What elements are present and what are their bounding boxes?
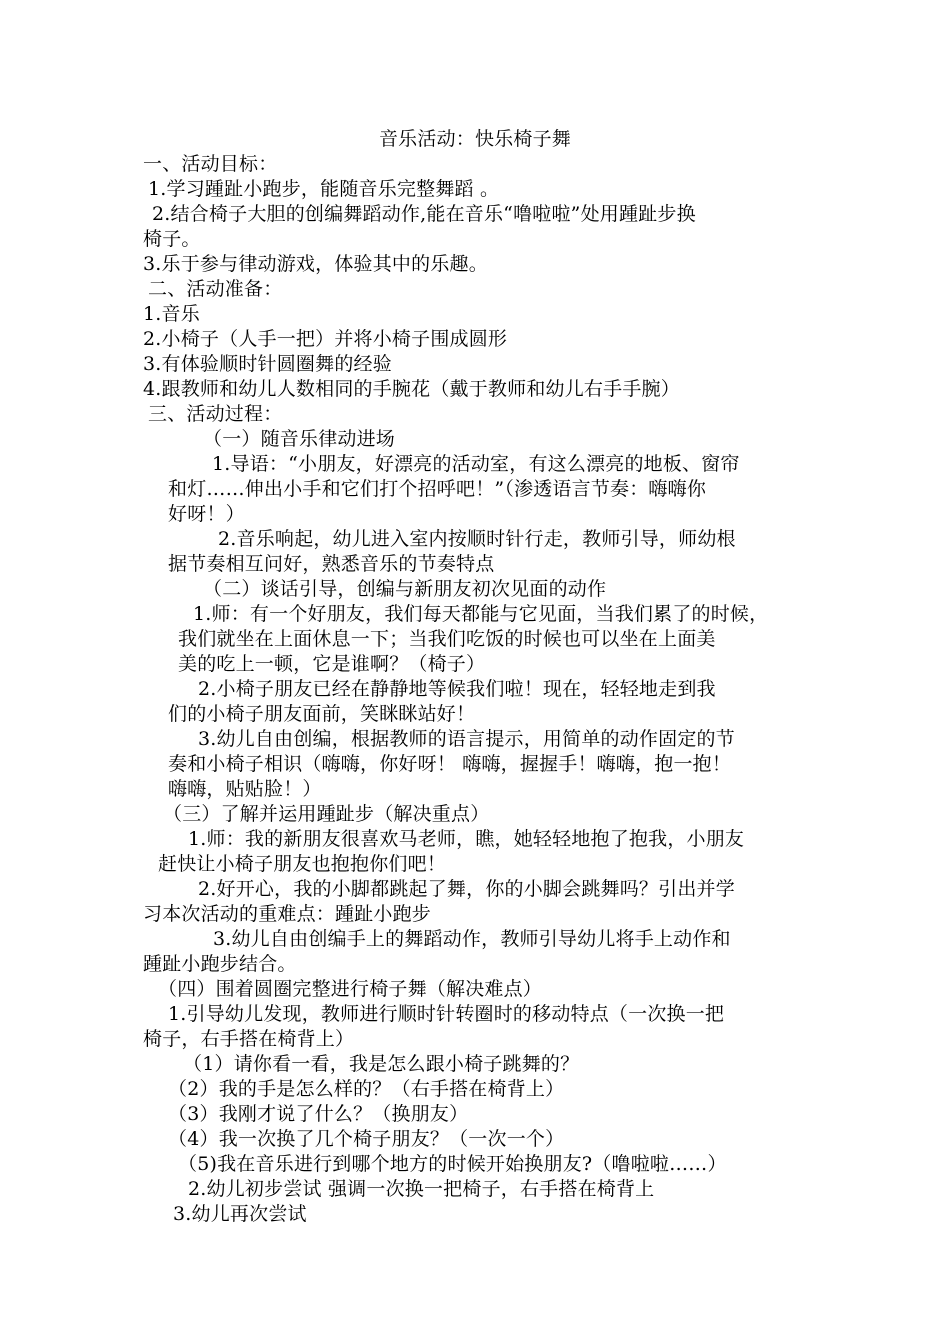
text-line: （3）我刚才说了什么？（换朋友） <box>168 1103 469 1125</box>
text-line: 习本次活动的重难点：踵趾小跑步 <box>143 903 432 925</box>
subsection-heading: （二）谈话引导，创编与新朋友初次见面的动作 <box>203 578 607 600</box>
text-line: 1.导语：“小朋友，好漂亮的活动室，有这么漂亮的地板、窗帘 <box>212 453 740 475</box>
section-heading-process: 三、活动过程： <box>148 403 283 425</box>
text-line: 4.跟教师和幼儿人数相同的手腕花（戴于教师和幼儿右手手腕） <box>143 378 680 400</box>
text-line: （4）我一次换了几个椅子朋友？（一次一个） <box>168 1128 565 1150</box>
text-line: （1）请你看一看，我是怎么跟小椅子跳舞的？ <box>183 1053 580 1075</box>
text-line: 1.师：有一个好朋友，我们每天都能与它见面，当我们累了的时候， <box>193 603 769 625</box>
text-line: 2.幼儿初步尝试 强调一次换一把椅子，右手搭在椅背上 <box>188 1178 655 1200</box>
text-line: 美的吃上一顿，它是谁啊？（椅子） <box>178 653 486 675</box>
text-line: 奏和小椅子相识（嗨嗨，你好呀！ 嗨嗨，握握手！嗨嗨，抱一抱！ <box>168 753 732 775</box>
subsection-heading: （三）了解并运用踵趾步（解决重点） <box>163 803 490 825</box>
subsection-heading: （四）围着圆圈完整进行椅子舞（解决难点） <box>158 978 543 1000</box>
text-line: 2.小椅子（人手一把）并将小椅子围成圆形 <box>143 328 508 350</box>
text-line: 3.有体验顺时针圆圈舞的经验 <box>143 353 392 375</box>
text-line: 2.音乐响起，幼儿进入室内按顺时针行走，教师引导，师幼根 <box>218 528 736 550</box>
text-line: 们的小椅子朋友面前，笑眯眯站好！ <box>168 703 476 725</box>
text-line: （2）我的手是怎么样的？（右手搭在椅背上） <box>168 1078 565 1100</box>
text-line: 3.幼儿再次尝试 <box>173 1203 307 1225</box>
text-line: 3.乐于参与律动游戏，体验其中的乐趣。 <box>143 253 488 275</box>
subsection-heading: （一）随音乐律动进场 <box>203 428 396 450</box>
text-line: 好呀！） <box>168 503 245 525</box>
text-line: 赶快让小椅子朋友也抱抱你们吧！ <box>158 853 447 875</box>
text-line: 1.学习踵趾小跑步，能随音乐完整舞蹈 。 <box>148 178 500 200</box>
text-line: 我们就坐在上面休息一下；当我们吃饭的时候也可以坐在上面美 <box>178 628 716 650</box>
text-line: 据节奏相互问好，熟悉音乐的节奏特点 <box>168 553 495 575</box>
text-line: 2.结合椅子大胆的创编舞蹈动作,能在音乐“噜啦啦”处用踵趾步换 <box>152 203 696 225</box>
text-line: 3.幼儿自由创编，根据教师的语言提示，用简单的动作固定的节 <box>198 728 735 750</box>
section-heading-preparation: 二、活动准备： <box>148 278 283 300</box>
text-line: 1.引导幼儿发现，教师进行顺时针转圈时的移动特点（一次换一把 <box>168 1003 725 1025</box>
text-line: （5)我在音乐进行到哪个地方的时候开始换朋友?（噜啦啦……） <box>178 1153 727 1175</box>
text-line: 踵趾小跑步结合。 <box>143 953 297 975</box>
text-line: 1.音乐 <box>143 303 200 325</box>
document-title: 音乐活动：快乐椅子舞 <box>378 128 571 150</box>
text-line: 1.师：我的新朋友很喜欢马老师，瞧，她轻轻地抱了抱我，小朋友 <box>188 828 745 850</box>
text-line: 嗨嗨，贴贴脸！） <box>168 778 322 800</box>
text-line: 3.幼儿自由创编手上的舞蹈动作，教师引导幼儿将手上动作和 <box>213 928 731 950</box>
text-line: 椅子，右手搭在椅背上） <box>143 1028 355 1050</box>
text-line: 2.好开心，我的小脚都跳起了舞，你的小脚会跳舞吗？引出并学 <box>198 878 735 900</box>
text-line: 和灯……伸出小手和它们打个招呼吧！”（渗透语言节奏：嗨嗨你 <box>168 478 707 500</box>
text-line: 2.小椅子朋友已经在静静地等候我们啦！现在，轻轻地走到我 <box>198 678 716 700</box>
section-heading-goals: 一、活动目标： <box>143 153 278 175</box>
text-line: 椅子。 <box>143 228 201 250</box>
